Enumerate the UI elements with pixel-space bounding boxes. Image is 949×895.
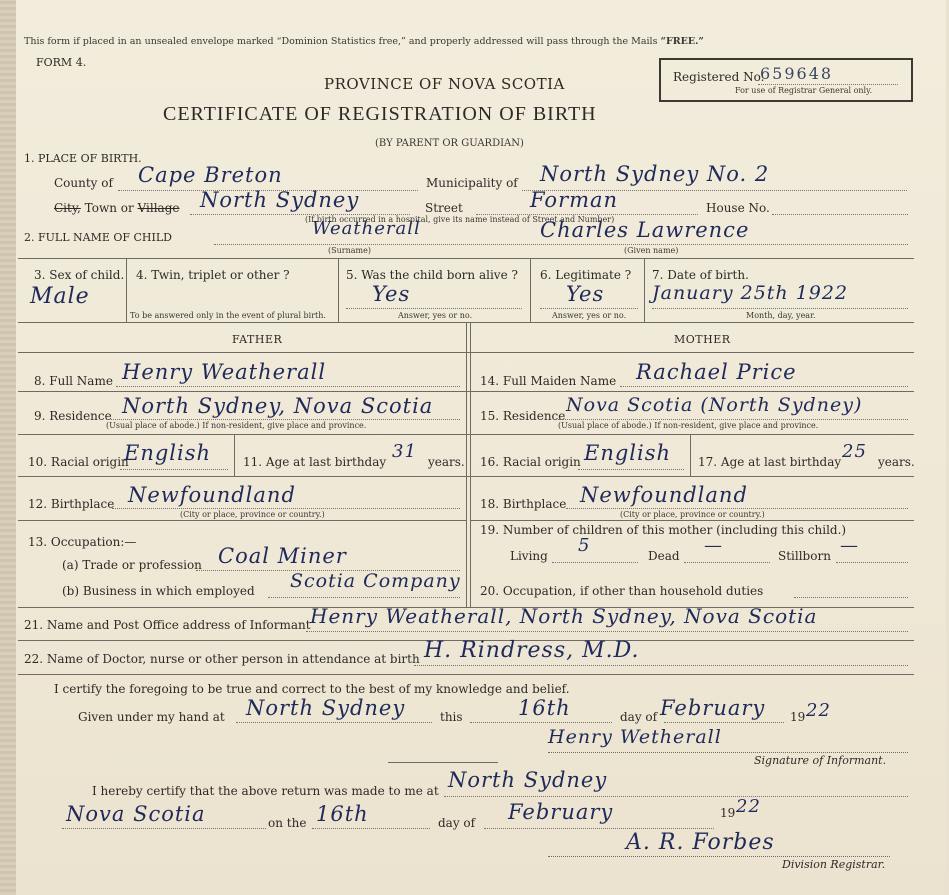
- date-of-birth-value: January 25th 1922: [652, 282, 849, 304]
- mother-residence-note: (Usual place of abode.) If non-resident, give place and province.: [558, 421, 819, 430]
- trade-value: Coal Miner: [218, 544, 347, 568]
- father-name-label: 8. Full Name: [34, 374, 113, 388]
- mother-age-label: 17. Age at last birthday: [698, 455, 842, 469]
- father-racial-value: English: [124, 441, 212, 465]
- mother-years-label: years.: [878, 455, 915, 469]
- father-birthplace-value: Newfoundland: [128, 483, 296, 507]
- mother-occupation-label: 20. Occupation, if other than household duties: [480, 584, 764, 598]
- hereby-statement: I hereby certify that the above return was made to me at: [92, 784, 439, 798]
- subtitle: (BY PARENT OR GUARDIAN): [375, 138, 524, 149]
- date-of-birth-note: Month, day, year.: [746, 311, 816, 320]
- father-birthplace-note: (City or place, province or country.): [180, 510, 325, 519]
- father-racial-label: 10. Racial origin: [28, 455, 129, 469]
- registered-number: 659648: [760, 64, 834, 83]
- registered-label: Registered No.: [673, 70, 765, 84]
- informant-label: 21. Name and Post Office address of Informant: [24, 618, 311, 632]
- given-year-value: 22: [806, 700, 831, 721]
- registrar-year-prefix: 19: [720, 806, 736, 820]
- surname-note: (Surname): [328, 246, 371, 255]
- child-given-name: Charles Lawrence: [540, 218, 750, 242]
- father-birthplace-label: 12. Birthplace: [28, 497, 115, 511]
- children-count-label: 19. Number of children of this mother (including this child.): [480, 523, 847, 537]
- registrar-place-a: North Sydney: [448, 768, 608, 792]
- mother-residence-label: 15. Residence: [480, 409, 566, 423]
- given-name-note: (Given name): [624, 246, 679, 255]
- informant-signature: Henry Wetherall: [548, 726, 722, 748]
- trade-label: (a) Trade or profession: [62, 558, 202, 572]
- street-value: Forman: [530, 188, 619, 212]
- father-name-value: Henry Weatherall: [122, 360, 327, 384]
- day-of-label: day of: [620, 710, 658, 724]
- stillborn-label: Stillborn: [778, 549, 831, 563]
- this-label: this: [440, 710, 463, 724]
- dead-label: Dead: [648, 549, 680, 563]
- stillborn-value: —: [840, 535, 859, 556]
- father-residence-note: (Usual place of abode.) If non-resident, give place and province.: [106, 421, 367, 430]
- page-title: CERTIFICATE OF REGISTRATION OF BIRTH: [163, 103, 597, 125]
- registrar-month-value: February: [508, 800, 614, 824]
- twin-note: To be answered only in the event of plural birth.: [130, 311, 326, 320]
- twin-label: 4. Twin, triplet or other ?: [136, 268, 290, 282]
- municipality-label: Municipality of: [426, 176, 518, 190]
- living-label: Living: [510, 549, 548, 563]
- given-place-value: North Sydney: [246, 696, 406, 720]
- born-alive-label: 5. Was the child born alive ?: [346, 268, 518, 282]
- informant-value: Henry Weatherall, North Sydney, Nova Scotia: [310, 604, 818, 628]
- registrar-year-value: 22: [736, 796, 761, 817]
- mother-birthplace-label: 18. Birthplace: [480, 497, 567, 511]
- mother-birthplace-note: (City or place, province or country.): [620, 510, 765, 519]
- sex-label: 3. Sex of child.: [34, 268, 125, 282]
- on-the-label: on the: [268, 816, 307, 830]
- sex-value: Male: [30, 284, 90, 309]
- registered-note: For use of Registrar General only.: [735, 86, 873, 95]
- father-occupation-label: 13. Occupation:—: [28, 535, 137, 549]
- given-under-label: Given under my hand at: [78, 710, 225, 724]
- date-of-birth-label: 7. Date of birth.: [652, 268, 749, 282]
- county-label: County of: [54, 176, 113, 190]
- registrar-day-value: 16th: [316, 802, 369, 826]
- municipality-value: North Sydney No. 2: [540, 162, 770, 186]
- legitimate-label: 6. Legitimate ?: [540, 268, 632, 282]
- child-name-label: 2. FULL NAME OF CHILD: [24, 231, 172, 244]
- given-month-value: February: [660, 696, 766, 720]
- mother-residence-value: Nova Scotia (North Sydney): [566, 394, 863, 416]
- certify-statement: I certify the foregoing to be true and correct to the best of my knowledge and belief.: [54, 682, 570, 696]
- mother-name-label: 14. Full Maiden Name: [480, 374, 617, 388]
- father-age-label: 11. Age at last birthday: [243, 455, 387, 469]
- registrar-label: Division Registrar.: [782, 858, 886, 871]
- mother-racial-label: 16. Racial origin: [480, 455, 581, 469]
- father-age-value: 31: [392, 441, 417, 462]
- form-number: FORM 4.: [36, 56, 87, 69]
- doctor-label: 22. Name of Doctor, nurse or other person in attendance at birth: [24, 652, 420, 666]
- hospital-note: (If birth occurred in a hospital, give its name instead of Street and Number): [305, 215, 615, 224]
- father-residence-label: 9. Residence: [34, 409, 112, 423]
- business-value: Scotia Company: [290, 570, 461, 592]
- mother-birthplace-value: Newfoundland: [580, 483, 748, 507]
- mother-racial-value: English: [584, 441, 672, 465]
- county-value: Cape Breton: [138, 163, 283, 187]
- legitimate-note: Answer, yes or no.: [552, 311, 627, 320]
- father-years-label: years.: [428, 455, 465, 469]
- legitimate-value: Yes: [566, 282, 605, 306]
- dead-value: —: [704, 535, 723, 556]
- signature-label: Signature of Informant.: [754, 754, 887, 767]
- place-of-birth-label: 1. PLACE OF BIRTH.: [24, 152, 142, 165]
- child-surname: Weatherall: [312, 218, 421, 239]
- mother-heading: MOTHER: [674, 333, 731, 346]
- city-town-village-label: City, Town or Village: [54, 201, 180, 215]
- registrar-signature: A. R. Forbes: [626, 830, 775, 855]
- town-value: North Sydney: [200, 188, 360, 212]
- binding-edge: [0, 0, 16, 895]
- registrar-day-of-label: day of: [438, 816, 476, 830]
- born-alive-note: Answer, yes or no.: [398, 311, 473, 320]
- mail-note: This form if placed in an unsealed envelope marked “Dominion Statistics free,” and properly addressed will pass through the Mails “FREE.”: [24, 36, 704, 47]
- father-heading: FATHER: [232, 333, 283, 346]
- mother-name-value: Rachael Price: [636, 360, 797, 384]
- born-alive-value: Yes: [372, 282, 411, 306]
- father-residence-value: North Sydney, Nova Scotia: [122, 394, 434, 418]
- doctor-value: H. Rindress, M.D.: [424, 638, 640, 663]
- mother-age-value: 25: [842, 441, 867, 462]
- business-label: (b) Business in which employed: [62, 584, 255, 598]
- year-prefix: 19: [790, 710, 806, 724]
- province-title: PROVINCE OF NOVA SCOTIA: [324, 75, 565, 93]
- registrar-place-b: Nova Scotia: [66, 802, 206, 826]
- street-label: Street: [425, 201, 463, 215]
- house-no-label: House No.: [706, 201, 770, 215]
- living-value: 5: [578, 535, 591, 556]
- given-day-value: 16th: [518, 696, 571, 720]
